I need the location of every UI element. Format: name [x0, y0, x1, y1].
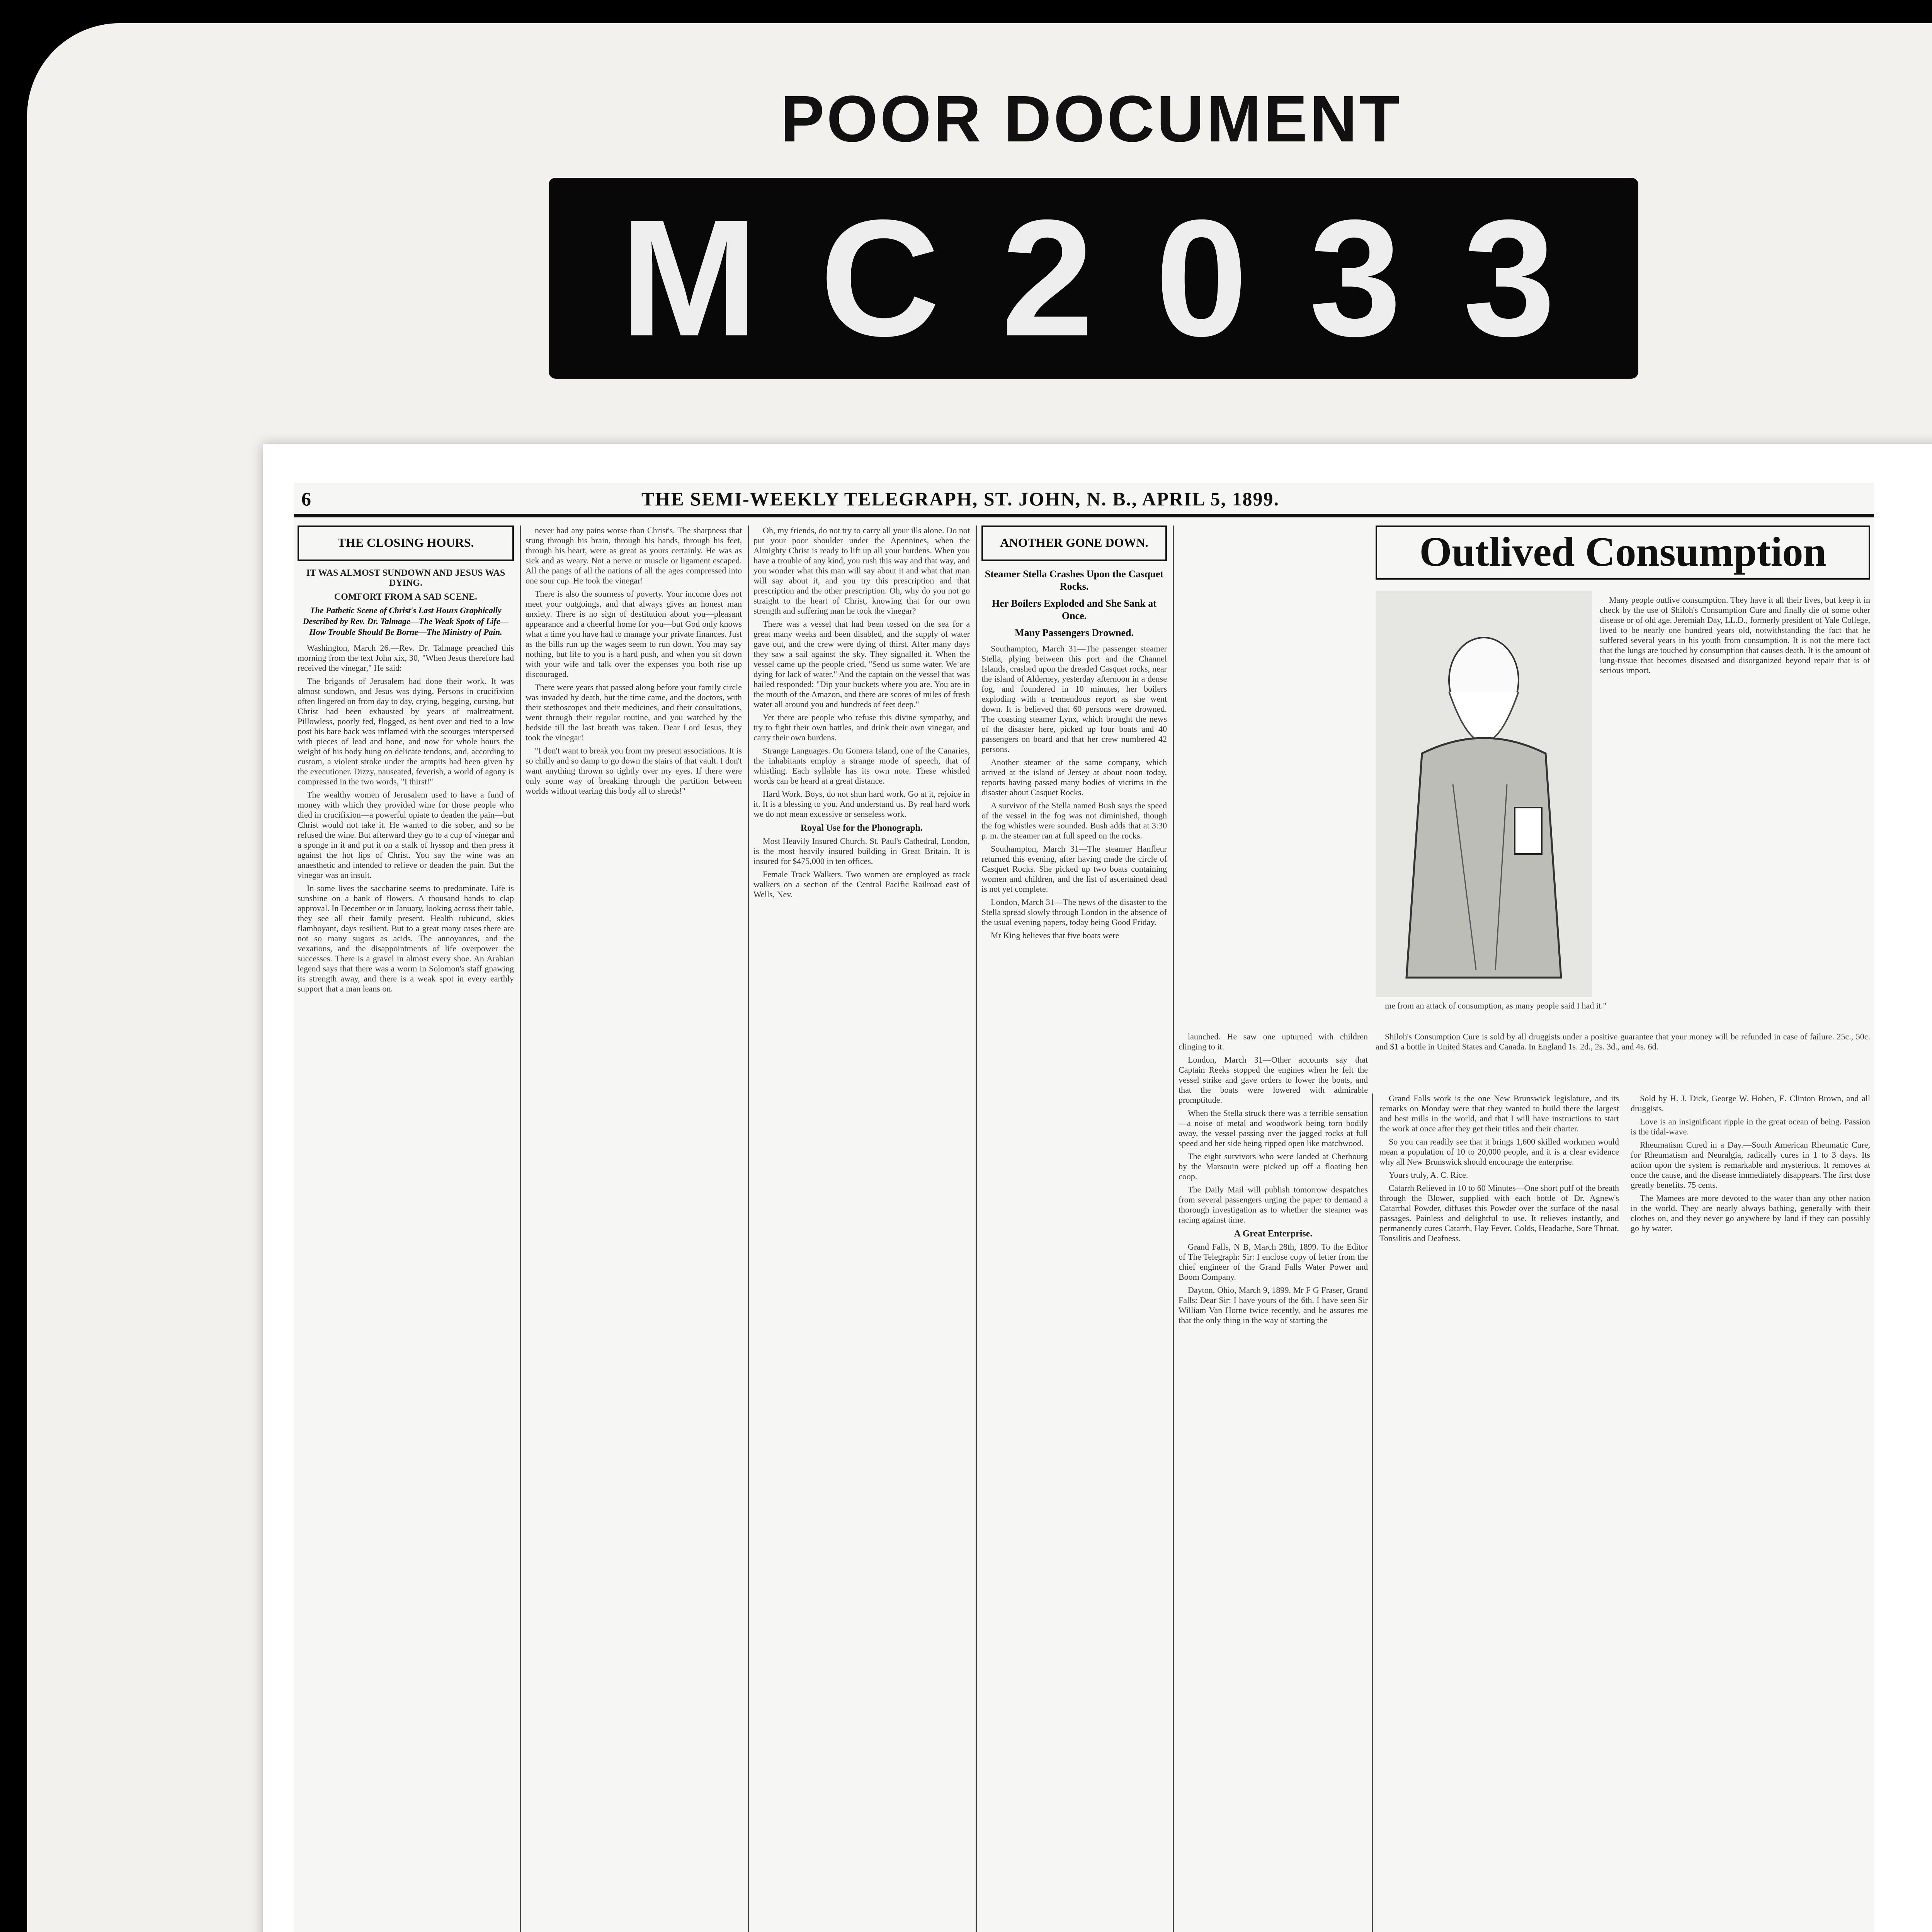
microfilm-frame: [27, 23, 1932, 1932]
subheading: Royal Use for the Phonograph.: [800, 823, 923, 833]
paragraph: Many people outlive consumption. They have it all their lives, but keep it in check by the use of Shiloh's Consumption Cure and finally die of some other disease or of old age. Jeremiah Day, LL.D., formerly president of Yale College, lived to be nearly one hundred years old, notwithstanding the fact that he suffered several years in his youth from consumption. It is not the mere fact that the lungs are touched by consumption that causes death. It is the amount of lung-tissue that becomes diseased and disorganized beyond repair that is of serious import.: [1600, 595, 1870, 675]
column-2: [526, 526, 742, 1932]
paragraph: There was a vessel that had been tossed on the sea for a great many weeks and been disabled, and the supply of water gave out, and the crew were dying of thirst. After many days they saw a sail against the sky. They signalled it. When the vessel came up the people cried, "Send us some water. We are dying for lack of water." And the captain on the vessel that was hailed responded: "Dip your buckets where you are. You are in the mouth of the Amazon, and there are scores of miles of fresh water all around you and hundreds of feet deep.": [753, 619, 970, 709]
consumption-ad-caption: [1376, 1001, 1870, 1032]
column-3: [753, 526, 970, 1932]
paragraph: Shiloh's Consumption Cure is sold by all druggists under a positive guarantee that your money will be refunded in case of failure. 25c., 50c. and $1 a bottle in United States and Canada. In England 1s. 2d., 2s. 3d., and 4s. 6d.: [1376, 1032, 1870, 1051]
column-rule: [1173, 526, 1174, 1932]
paragraph: Rheumatism Cured in a Day.—South American Rheumatic Cure, for Rheumatism and Neuralgia, radically cures in 1 to 3 days. Its action upon the system is remarkable and mysterious. It removes at once the cause, and the disease immediately disappears. The first dose greatly benefits. 75 cents.: [1631, 1140, 1870, 1190]
old-man-illustration: [1376, 591, 1592, 997]
paragraph: never had any pains worse than Christ's. The sharpness that stung through his brain, through his hands, through his feet, through his heart, were as great as yours certainly. He was as sick and as weary. Not a nerve or muscle or ligament escaped. All the pangs of all the nations of all the ages compressed into one sour cup. He took the vinegar!: [526, 526, 742, 585]
paragraph: The Daily Mail will publish tomorrow despatches from several passengers urging the paper to demand a thorough investigation as to whether the steamer was racing against time.: [1179, 1185, 1368, 1225]
paragraph: There were years that passed along before your family circle was invaded by death, but the time came, and the doctors, with their stethoscopes and their medicines, and their consultations, went through their regular routine, and you watched by the bedside till the last breath was taken. Dear Lord Jesus, they took the vinegar!: [526, 682, 742, 742]
paragraph: In some lives the saccharine seems to predominate. Life is sunshine on a bank of flowers. A thousand hands to clap approval. In December or in January, looking across their table, they see all their family present. Health rubicund, skies flamboyant, days resilient. But to a great many cases there are not so many sugars as acids. The annoyances, and the vexations, and the disappointments of life overpower the successes. There is a gravel in almost every shoe. An Arabian legend says that there was a worm in Solomon's staff gnawing its strength away, and there is a weak spot in every earthly support that a man leans on.: [298, 883, 514, 993]
paragraph: launched. He saw one upturned with children clinging to it.: [1179, 1032, 1368, 1051]
film-code: [549, 178, 1638, 379]
paragraph: Oh, my friends, do not try to carry all your ills alone. Do not put your poor shoulder under the Apennines, when the Almighty Christ is ready to lift up all your burdens. When you have a trouble of any kind, you rush this way and that way, and you wonder what this man will say about it and what that man will say about it, and you try this prescription and that prescription and the other prescription. Oh, why do you not go straight to the heart of Christ, knowing that for our own strength and suffering man he took the vinegar?: [753, 526, 970, 616]
paragraph: When the Stella struck there was a terrible sensation—a noise of metal and woodwork being torn bodily away, the vessel passing over the jagged rocks at full speed and her side being ripped open like matchwood.: [1179, 1108, 1368, 1148]
document-quality-label: POOR DOCUMENT: [781, 82, 1402, 156]
paragraph: Female Track Walkers. Two women are employed as track walkers on a section of the Central Pacific Railroad east of Wells, Nev.: [753, 869, 970, 899]
article-headline: ANOTHER GONE DOWN.: [1000, 536, 1148, 549]
code-char: 3: [1463, 185, 1567, 371]
paragraph: Dayton, Ohio, March 9, 1899. Mr F G Fraser, Grand Falls: Dear Sir: I have yours of the 6th. I have seen Sir William Van Horne twice recently, and he assures me that the only thing in the way of starting the: [1179, 1285, 1368, 1325]
masthead: [294, 483, 1874, 517]
old-man-figure-icon: [1376, 591, 1592, 997]
paragraph: me from an attack of consumption, as many people said I had it.": [1385, 1001, 1607, 1010]
paragraph: Southampton, March 31—The steamer Hanfleur returned this evening, after having made the circle of Casquet Rocks. She picked up two boats containing women and children, and the list of ascertained dead is not yet complete.: [981, 844, 1167, 894]
column-1: [298, 526, 514, 1932]
column-rule: [1372, 1094, 1373, 1932]
paragraph: The wealthy women of Jerusalem used to have a fund of money with which they provided wine for those people who died in crucifixion—a powerful opiate to deaden the pain—but Christ would not take it. He wanted to die sober, and so he refused the wine. But afterward they go to a cup of vinegar and a sponge in it and put it on a stalk of hyssop and then press it against the hot lips of Christ. You say the wine was an anaesthetic and intended to relieve or deaden the pain. But the vinegar was an insult.: [298, 790, 514, 880]
code-char: M: [620, 185, 770, 371]
code-char: 0: [1155, 185, 1259, 371]
paragraph: Southampton, March 31—The passenger steamer Stella, plying between this port and the Channel Islands, crashed upon the dreaded Casquet rocks, near the island of Alderney, yesterday afternoon in a dense fog, and foundered in 10 minutes, her boilers exploding with a tremendous report as she went down. It is believed that 60 persons were drowned. The coasting steamer Lynx, which brought the news of the disaster here, picked up four boats and 40 passengers on board and that her crew numbered 42 persons.: [981, 644, 1167, 754]
page-number: 6: [301, 488, 311, 510]
code-char: C: [820, 185, 952, 371]
article-deck: The Pathetic Scene of Christ's Last Hours Graphically Described by Rev. Dr. Talmage—The Weak Spots of Life—How Trouble Should Be Borne—The Ministry of Pain.: [303, 605, 509, 637]
newspaper-sheet: [263, 444, 1932, 1932]
paragraph: Grand Falls work is the one New Brunswick legislature, and its remarks on Monday were that they wanted to build there the largest and best mills in the world, and that I will have instructions to start the work at once after they get their titles and their charter.: [1379, 1094, 1619, 1133]
paragraph: Yours truly, A. C. Rice.: [1389, 1170, 1468, 1180]
article-deck: COMFORT FROM A SAD SCENE.: [334, 592, 478, 602]
film-code-bar: [549, 178, 1638, 379]
paragraph: The eight survivors who were landed at Cherbourg by the Marsouin were picked up off a floating hen coop.: [1179, 1151, 1368, 1181]
masthead-title: THE SEMI-WEEKLY TELEGRAPH, ST. JOHN, N. B., APRIL 5, 1899.: [641, 488, 1280, 510]
newspaper-page: [294, 483, 1874, 1932]
paragraph: Washington, March 26.—Rev. Dr. Talmage preached this morning from the text John xix, 30, "When Jesus therefore had received the vinegar," He said:: [298, 643, 514, 673]
paragraph: London, March 31—Other accounts say that Captain Reeks stopped the engines when he felt the vessel strike and gave orders to lower the boats, and that the boats were lowered with admirable promptitude.: [1179, 1055, 1368, 1105]
article-headline-box: [981, 526, 1167, 561]
article-deck: IT WAS ALMOST SUNDOWN AND JESUS WAS DYING.: [306, 568, 505, 588]
subheading: A Great Enterprise.: [1234, 1229, 1313, 1239]
column-rule: [748, 526, 749, 1932]
paragraph: Love is an insignificant ripple in the great ocean of being. Passion is the tidal-wave.: [1631, 1117, 1870, 1136]
paragraph: Hard Work. Boys, do not shun hard work. Go at it, rejoice in it. It is a blessing to you. And understand us. By real hard work we do not mean excessive or senseless work.: [753, 789, 970, 819]
column-4: [981, 526, 1167, 1932]
paragraph: London, March 31—The news of the disaster to the Stella spread slowly through London in the absence of the usual evening papers, today being Good Friday.: [981, 897, 1167, 927]
paragraph: Yet there are people who refuse this divine sympathy, and try to fight their own battles, and drink their own vinegar, and carry their own burdens.: [753, 713, 970, 742]
paragraph: "I don't want to break you from my present associations. It is so chilly and so damp to go down the stairs of that vault. I don't want anything thrown so tightly over my eyes. If there were only some way of breaking through the partition between worlds without tearing this body all to shreds!": [526, 746, 742, 796]
paragraph: Strange Languages. On Gomera Island, one of the Canaries, the inhabitants employ a strange mode of speech, that of whistling. Each syllable has its own note. These whistled words can be heard at a great distance.: [753, 746, 970, 786]
column-rule: [520, 526, 521, 1932]
paragraph: Mr King believes that five boats were: [991, 930, 1119, 940]
column-5: [1179, 1032, 1368, 1932]
paragraph: A survivor of the Stella named Bush says the speed of the vessel in the fog was not diminished, though the fog whistles were sounded. Bush adds that at 3:30 p. m. the steamer ran at full speed on the rocks.: [981, 801, 1167, 840]
consumption-ad-text: [1600, 595, 1870, 997]
code-char: 3: [1309, 185, 1413, 371]
paragraph: So you can readily see that it brings 1,600 skilled workmen would mean a population of 10 to 20,000 people, and it is a clear evidence why all New Brunswick should encourage the enterprise.: [1379, 1137, 1619, 1167]
article-headline-box: [298, 526, 514, 561]
paragraph: Grand Falls, N B, March 28th, 1899. To the Editor of The Telegraph: Sir: I enclose copy of letter from the chief engineer of the Grand Falls Water Power and Boom Company.: [1179, 1242, 1368, 1282]
code-char: 2: [1001, 185, 1105, 371]
paragraph: Sold by H. J. Dick, George W. Hoben, E. Clinton Brown, and all druggists.: [1631, 1094, 1870, 1113]
paragraph: There is also the sourness of poverty. Your income does not meet your outgoings, and that always gives an honest man anxiety. There is no sign of destitution about you—pleasant appearance and a cheerful home for you—but God only knows what a time you have had to manage your private finances. Just as the bills run up the wages seem to run down. You may say nothing, but life to you is a hard push, and when you sit down with your wife and talk over the expenses you both rise up discouraged.: [526, 589, 742, 679]
article-deck: Her Boilers Exploded and She Sank at Once.: [992, 598, 1156, 621]
article-deck: Steamer Stella Crashes Upon the Casquet Rocks.: [985, 568, 1164, 592]
column-rule: [976, 526, 977, 1932]
column-6: [1379, 1094, 1870, 1932]
paragraph: Most Heavily Insured Church. St. Paul's Cathedral, London, is the most heavily insured building in Great Britain. It is insured for $475,000 in ten offices.: [753, 836, 970, 866]
paragraph: The Mamees are more devoted to the water than any other nation in the world. They are nearly always bathing, generally with their clothes on, and they never go anywhere by land if they can possibly go by water.: [1631, 1193, 1870, 1233]
ad-headline: Outlived Consumption: [1376, 526, 1870, 580]
paragraph: The brigands of Jerusalem had done their work. It was almost sundown, and Jesus was dying. Persons in crucifixion often lingered on from day to day, crying, begging, cursing, but Christ had been exhausted by years of maltreatment. Pillowless, poorly fed, flogged, as bent over and tied to a low post his bare back was inflamed with the scourges interspersed with pieces of lead and bone, and now for whole hours the weight of his body hung on delicate tendons, and, according to custom, a violent stroke under the armpits had been given by the executioner. Dizzy, nauseated, feverish, a world of agony is compressed in the two words, "I thirst!": [298, 676, 514, 786]
consumption-ad-footer: [1376, 1032, 1870, 1086]
paragraph: Catarrh Relieved in 10 to 60 Minutes—One short puff of the breath through the Blower, supplied with each bottle of Dr. Agnew's Catarrhal Powder, diffuses this Powder over the surface of the nasal passages. Painless and delightful to use. It relieves instantly, and permanently cures Catarrh, Hay Fever, Colds, Headache, Sore Throat, Tonsilitis and Deafness.: [1379, 1183, 1619, 1243]
article-headline: THE CLOSING HOURS.: [337, 536, 474, 549]
paragraph: Another steamer of the same company, which arrived at the island of Jersey at about noon today, reports having passed many bodies of victims in the disaster about Casquet Rocks.: [981, 757, 1167, 797]
article-deck: Many Passengers Drowned.: [1015, 627, 1134, 638]
